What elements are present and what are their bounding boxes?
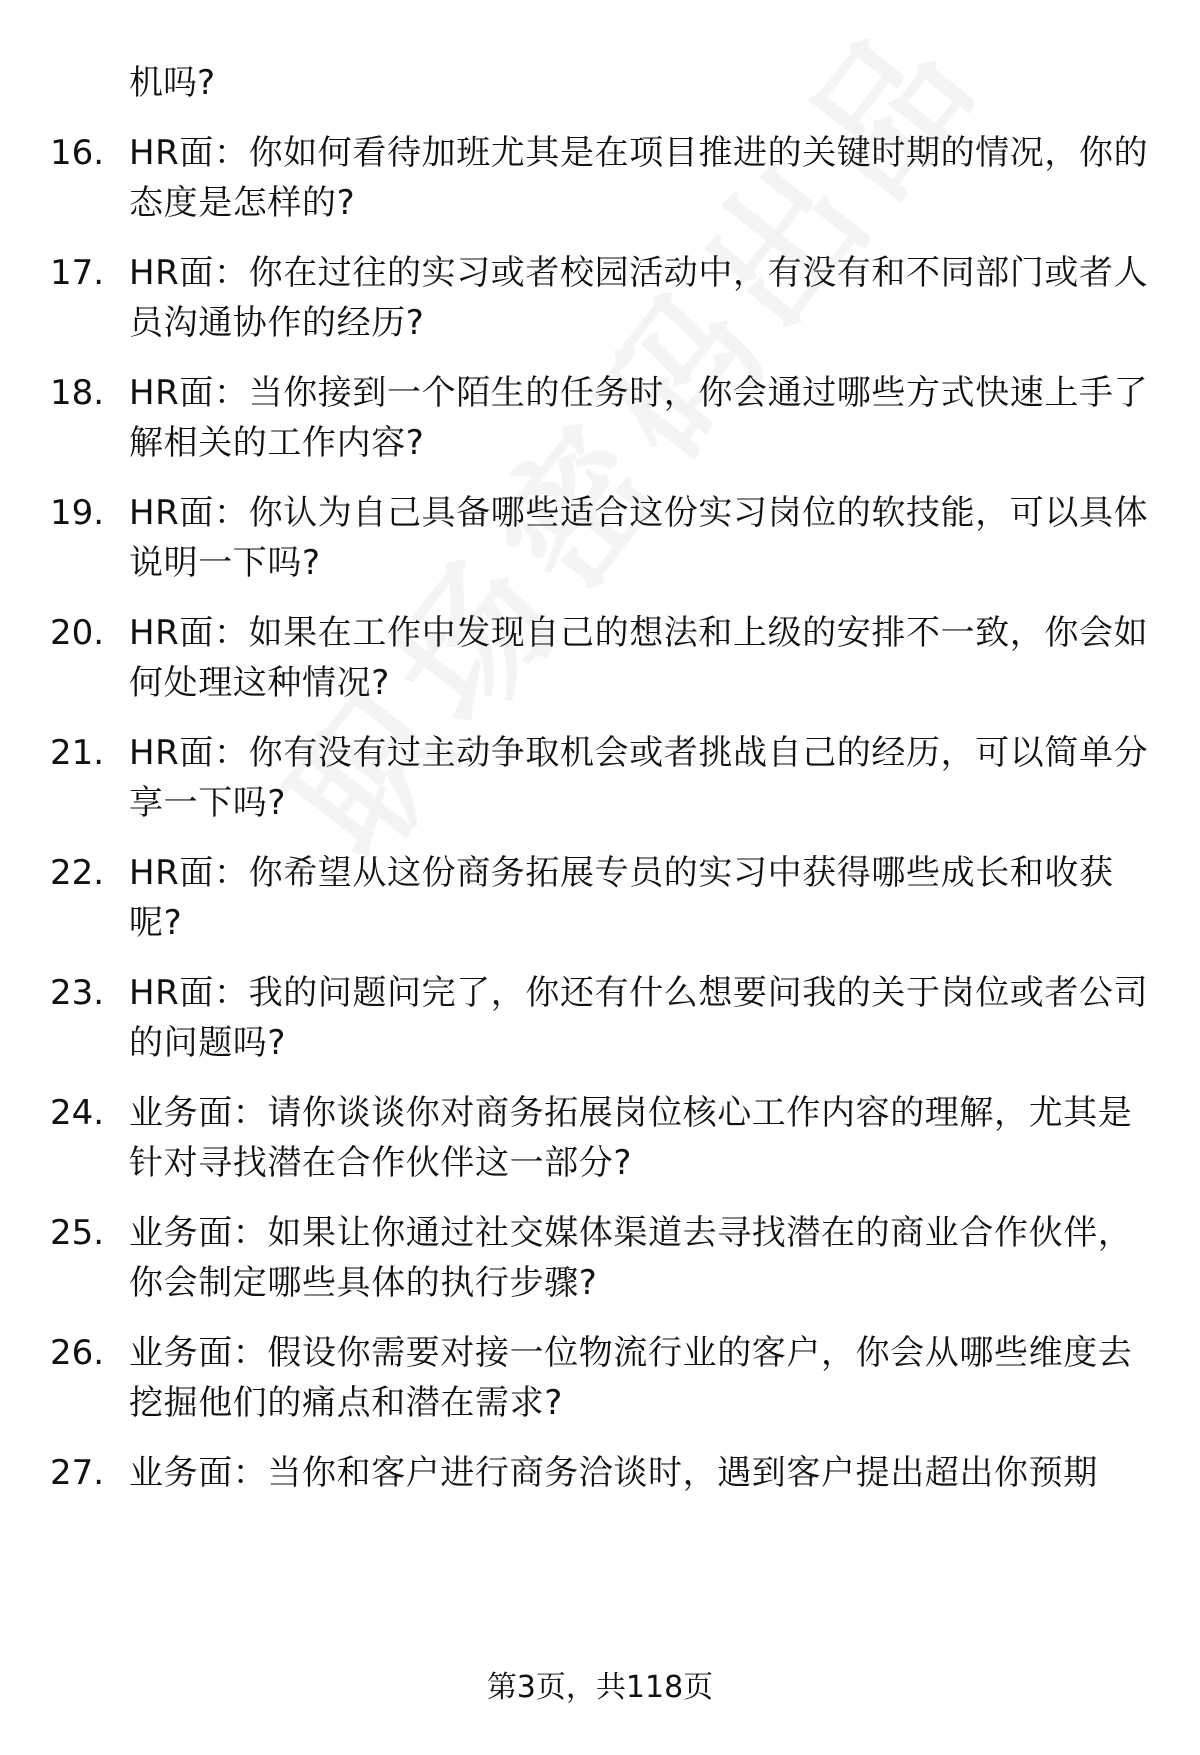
continuation-text: 机吗? [129, 63, 216, 103]
item-text: HR面：你如何看待加班尤其是在项目推进的关键时期的情况，你的态度是怎样的? [129, 133, 1149, 223]
item-text: HR面：如果在工作中发现自己的想法和上级的安排不一致，你会如何处理这种情况? [129, 613, 1149, 703]
item-number: 27. [50, 1453, 105, 1493]
item-number: 21. [50, 733, 105, 773]
page-footer: 第3页，共118页 [486, 1670, 714, 1705]
item-text: HR面：你有没有过主动争取机会或者挑战自己的经历，可以简单分享一下吗? [129, 733, 1149, 823]
item-text: HR面：我的问题问完了，你还有什么想要问我的关于岗位或者公司的问题吗? [129, 973, 1149, 1063]
item-text: HR面：你认为自己具备哪些适合这份实习岗位的软技能，可以具体说明一下吗? [129, 493, 1149, 583]
item-text: HR面：当你接到一个陌生的任务时，你会通过哪些方式快速上手了解相关的工作内容? [129, 373, 1149, 463]
item-number: 25. [50, 1213, 105, 1253]
item-number: 24. [50, 1093, 105, 1133]
item-number: 16. [50, 133, 105, 173]
item-text: 业务面：请你谈谈你对商务拓展岗位核心工作内容的理解，尤其是针对寻找潜在合作伙伴这一部分? [129, 1093, 1133, 1183]
item-number: 22. [50, 853, 105, 893]
item-text: 业务面：当你和客户进行商务洽谈时，遇到客户提出超出你预期 [129, 1453, 1098, 1493]
item-number: 20. [50, 613, 105, 653]
item-text: HR面：你希望从这份商务拓展专员的实习中获得哪些成长和收获呢? [129, 853, 1114, 943]
item-number: 26. [50, 1333, 105, 1373]
item-number: 18. [50, 373, 105, 413]
item-number: 17. [50, 253, 105, 293]
item-text: HR面：你在过往的实习或者校园活动中，有没有和不同部门或者人员沟通协作的经历? [129, 253, 1149, 343]
item-number: 19. [50, 493, 105, 533]
item-text: 业务面：假设你需要对接一位物流行业的客户，你会从哪些维度去挖掘他们的痛点和潜在需求? [129, 1333, 1133, 1423]
item-number: 23. [50, 973, 105, 1013]
item-text: 业务面：如果让你通过社交媒体渠道去寻找潜在的商业合作伙伴，你会制定哪些具体的执行步骤? [129, 1213, 1133, 1303]
